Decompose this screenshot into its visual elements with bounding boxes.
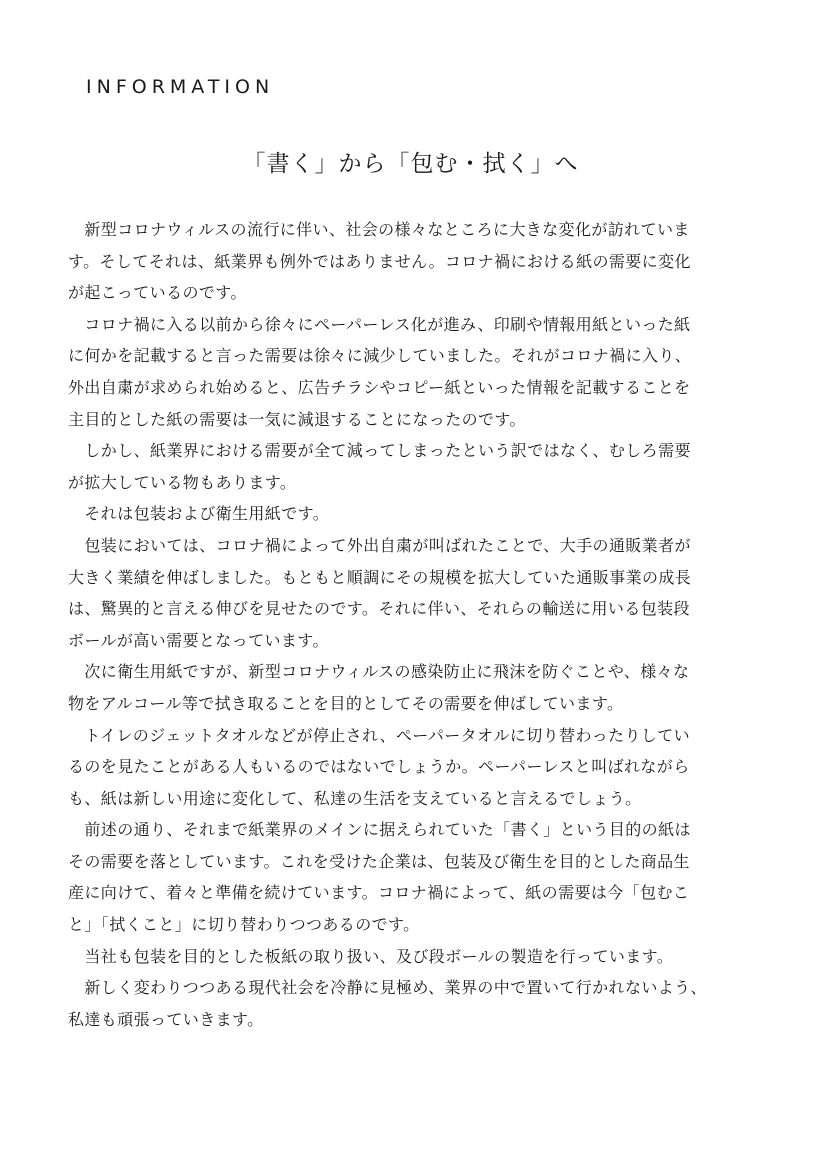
body-line: それは包装および衛生用紙です。 [68, 504, 330, 524]
body-line: 次に衛生用紙ですが、新型コロナウィルスの感染防止に飛沫を防ぐことや、様々な [68, 662, 690, 682]
body-line: しかし、紙業界における需要が全て減ってしまったという訳ではなく、むしろ需要 [68, 441, 691, 461]
body-line: 大きく業績を伸ばしました。もともと順調にその規模を拡大していた通販事業の成長 [68, 567, 692, 587]
body-line: に何かを記載すると言った需要は徐々に減少していました。それがコロナ禍に入り、 [68, 346, 692, 366]
body-line: 物をアルコール等で拭き取ることを目的としてその需要を伸ばしています。 [68, 693, 624, 713]
article-body [68, 214, 752, 1035]
body-line: 当社も包装を目的とした板紙の取り扱い、及び段ボールの製造を行っています。 [68, 946, 674, 966]
body-line: 産に向けて、着々と準備を続けています。コロナ禍によって、紙の需要は今「包むこ [68, 883, 690, 903]
body-line: は、驚異的と言える伸びを見せたのです。それに伴い、それらの輸送に用いる包装段 [68, 599, 690, 619]
body-line: と」「拭くこと」に切り替わりつつあるのです。 [68, 915, 420, 935]
body-line: 前述の通り、それまで紙業界のメインに据えられていた「書く」という目的の紙は [68, 820, 691, 840]
body-line: るのを見たことがある人もいるのではないでしょうか。ペーパーレスと叫ばれながら [68, 757, 690, 777]
body-line: トイレのジェットタオルなどが停止され、ペーパータオルに切り替わったりしてい [68, 725, 691, 745]
body-line: コロナ禍に入る以前から徐々にペーパーレス化が進み、印刷や情報用紙といった紙 [68, 314, 691, 334]
body-line: も、紙は新しい用途に変化して、私達の生活を支えていると言えるでしょう。 [68, 788, 642, 808]
body-line: 外出自粛が求められ始めると、広告チラシやコピー紙といった情報を記載することを [68, 377, 691, 397]
article-title: 「書く」から「包む・拭く」へ [242, 151, 579, 177]
body-line: が起こっているのです。 [68, 283, 247, 303]
body-line: す。そしてそれは、紙業界も例外ではありません。コロナ禍における紙の需要に変化 [68, 251, 691, 271]
section-header: INFORMATION [86, 76, 275, 98]
body-line: が拡大している物もあります。 [68, 472, 297, 492]
body-line: 新しく変わりつつある現代社会を冷静に見極め、業界の中で置いて行かれないよう、 [68, 978, 707, 998]
body-line: 主目的とした紙の需要は一気に減退することになったのです。 [68, 409, 526, 429]
body-line: 私達も頑張っていきます。 [68, 1009, 264, 1029]
body-line: 包装においては、コロナ禍によって外出自粛が叫ばれたことで、大手の通販業者が [68, 535, 691, 555]
body-line: 新型コロナウィルスの流行に伴い、社会の様々なところに大きな変化が訪れていま [68, 220, 690, 239]
body-line: ボールが高い需要となっています。 [68, 630, 329, 650]
body-line: その需要を落としています。これを受けた企業は、包装及び衛生を目的とした商品生 [68, 851, 690, 871]
